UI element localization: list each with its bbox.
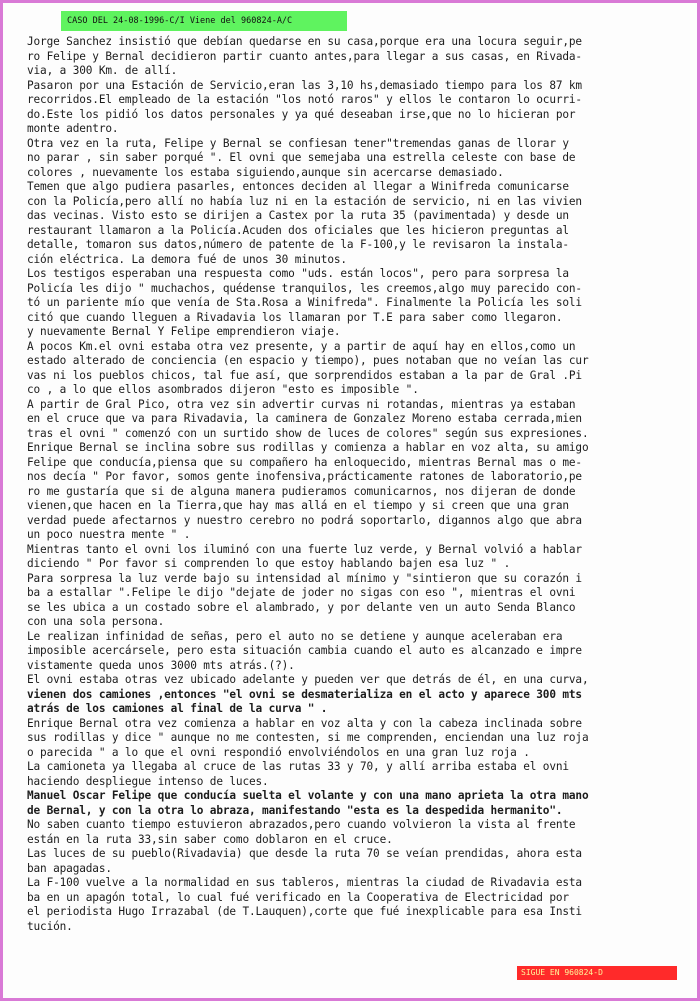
text-line: imposible acercársele, pero esta situación cambia cuando el auto es alcanzado e impre: [27, 644, 582, 657]
text-line: Enrique Bernal otra vez comienza a hablar en voz alta y con la cabeza inclinada sobre: [27, 716, 582, 730]
document-body: [27, 35, 687, 934]
text-line: via, a 300 Km. de allí.: [27, 64, 178, 77]
text-line: con la Policía,pero allí no había luz ni en la estación de servicio, ni en las vivien: [27, 194, 582, 208]
text-line: Las luces de su pueblo(Rivadavia) que desde la ruta 70 se veían prendidas, ahora esta: [27, 847, 582, 860]
text-line: Manuel Oscar Felipe que conducía suelta el volante y con una mano aprieta la otra mano: [27, 789, 589, 802]
text-line: nos decía " Por favor, somos gente inofensiva,prácticamente ratones de laboratorio,pe: [27, 470, 582, 483]
text-line: das vecinas. Visto esto se dirijen a Castex por la ruta 35 (pavimentada) y desde un: [27, 209, 569, 222]
text-line: tución.: [27, 919, 73, 933]
text-line: A pocos Km.el ovni estaba otra vez presente, y a partir de aquí hay en ellos,como un: [27, 339, 576, 353]
text-line: verdad puede afectarnos y nuestro cerebro no podrá soportarlo, digannos algo que abra: [27, 513, 582, 527]
text-line: están en la ruta 33,sin saber como doblaron en el cruce.: [27, 832, 393, 846]
text-line: un poco nuestra mente " .: [27, 528, 191, 541]
text-line: ban apagadas.: [27, 861, 112, 875]
text-line: haciendo despliegue intenso de luces.: [27, 774, 269, 788]
text-line: Enrique Bernal se inclina sobre sus rodillas y comienza a hablar en voz alta, su amigo: [27, 441, 589, 454]
text-line: se les ubica a un costado sobre el alambrado, y por delante ven un auto Senda Blanco: [27, 600, 576, 614]
text-line: Le realizan infinidad de señas, pero el auto no se detiene y aunque aceleraban era: [27, 629, 563, 643]
text-line: atrás de los camiones al final de la curva " .: [27, 702, 328, 715]
case-header-label: CASO DEL 24-08-1996-C/I Viene del 960824-A/C: [61, 11, 347, 31]
text-line: de Bernal, y con la otra lo abraza, manifestando "esta es la despedida hermanito".: [27, 803, 563, 817]
text-line: y nuevamente Bernal Y Felipe emprendieron viaje.: [27, 325, 341, 338]
text-line: vistamente queda unos 3000 mts atrás.(?).: [27, 658, 295, 672]
text-line: Policía les dijo " muchachos, quédense tranquilos, les creemos,algo muy parecido con-: [27, 281, 582, 295]
text-line: La F-100 vuelve a la normalidad en sus tableros, mientras la ciudad de Rivadavia esta: [27, 876, 582, 889]
text-line: recorridos.El empleado de la estación "los notó raros" y ellos le contaron lo ocurri-: [27, 93, 582, 106]
text-line: ción eléctrica. La demora fué de unos 30 minutos.: [27, 252, 347, 266]
text-line: ba en un apagón total, lo cual fué verificado en la Cooperativa de Electricidad por: [27, 890, 569, 904]
text-line: Pasaron por una Estación de Servicio,eran las 3,10 hs,demasiado tiempo para los 87 km: [27, 78, 582, 92]
text-line: vienen dos camiones ,entonces "el ovni se desmaterializa en el acto y aparece 300 mts: [27, 687, 582, 701]
text-line: Felipe que conducía,piensa que su compañero ha enloquecido, mientras Bernal mas o me-: [27, 455, 582, 469]
text-line: Los testigos esperaban una respuesta como "uds. están locos", pero para sorpresa la: [27, 267, 569, 280]
text-line: no parar , sin saber porqué ". El ovni que semejaba una estrella celeste con base de: [27, 151, 576, 164]
text-line: detalle, tomaron sus datos,número de patente de la F-100,y le revisaron la instala-: [27, 238, 569, 251]
text-line: en el cruce que va para Rivadavia, la caminera de Gonzalez Moreno estaba cerrada,mien: [27, 412, 582, 425]
text-line: co , a lo que ellos asombrados dijeron "esto es imposible ".: [27, 383, 419, 396]
text-line: Temen que algo pudiera pasarles, entonces deciden al llegar a Winifreda comunicarse: [27, 180, 569, 193]
text-line: Mientras tanto el ovni los iluminó con una fuerte luz verde, y Bernal volvió a hablar: [27, 542, 582, 556]
text-line: diciendo " Por favor si comprenden lo que estoy hablando bajen esa luz " .: [27, 557, 511, 570]
text-line: tó un pariente mío que venía de Sta.Rosa a Winifreda". Finalmente la Policía les soli: [27, 296, 582, 309]
text-line: o parecida " a lo que el ovni respondió envolviéndolos en una gran luz roja .: [27, 745, 530, 759]
text-line: ro me gustaría que si de alguna manera pudieramos comunicarnos, nos dijeran de donde: [27, 484, 576, 498]
text-line: No saben cuanto tiempo estuvieron abrazados,pero cuando volvieron la vista al frente: [27, 818, 576, 831]
text-line: vienen,que hacen en la Tierra,que hay mas allá en el tiempo y si creen que una gran: [27, 499, 569, 512]
text-line: restaurant llamaron a la Policía.Acuden dos oficiales que les hicieron preguntas al: [27, 223, 569, 237]
text-line: estado alterado de conciencia (en espacio y tiempo), pues notaban que no veían las cur: [27, 354, 589, 367]
text-line: La camioneta ya llegaba al cruce de las rutas 33 y 70, y allí arriba estaba el ovni: [27, 760, 569, 773]
text-line: ba a estallar ".Felipe le dijo "dejate de joder no sigas con eso ", mientras el ovni: [27, 586, 576, 599]
text-line: Para sorpresa la luz verde bajo su intensidad al mínimo y "sintieron que su corazón i: [27, 571, 582, 585]
text-line: sus rodillas y dice " aunque no me contesten, si me comprenden, enciendan una luz roja: [27, 731, 589, 744]
text-line: tras el ovni " comenzó con un surtido show de luces de colores" según sus expresiones.: [27, 426, 589, 440]
text-line: con una sola persona.: [27, 615, 165, 628]
text-line: do.Este los pidió los datos personales y ya qué deseaban irse,que no lo hicieran por: [27, 107, 576, 121]
text-line: El ovni estaba otras vez ubicado adelante y pueden ver que detrás de él, en una curva,: [27, 673, 589, 686]
continuation-label: SIGUE EN 960824-D: [517, 966, 677, 980]
text-line: vas ni los pueblos chicos, tal fue así, que sorprendidos estaban a la par de Gral .Pi: [27, 368, 582, 382]
text-line: A partir de Gral Pico, otra vez sin advertir curvas ni rotandas, mientras ya estaban: [27, 397, 576, 411]
text-line: Jorge Sanchez insistió que debían quedarse en su casa,porque era una locura seguir,pe: [27, 35, 582, 48]
text-line: Otra vez en la ruta, Felipe y Bernal se confiesan tener"tremendas ganas de llorar y: [27, 136, 569, 150]
text-line: el periodista Hugo Irrazabal (de T.Lauquen),corte que fué inexplicable para esa Insti: [27, 905, 582, 918]
text-line: colores , nuevamente los estaba siguiendo,aunque sin acercarse demasiado.: [27, 165, 504, 179]
text-line: monte adentro.: [27, 122, 119, 135]
text-line: citó que cuando lleguen a Rivadavia los llamaran por T.E para saber como llegaron.: [27, 310, 563, 324]
text-line: ro Felipe y Bernal decidieron partir cuanto antes,para llegar a sus casas, en Rivada-: [27, 49, 582, 63]
